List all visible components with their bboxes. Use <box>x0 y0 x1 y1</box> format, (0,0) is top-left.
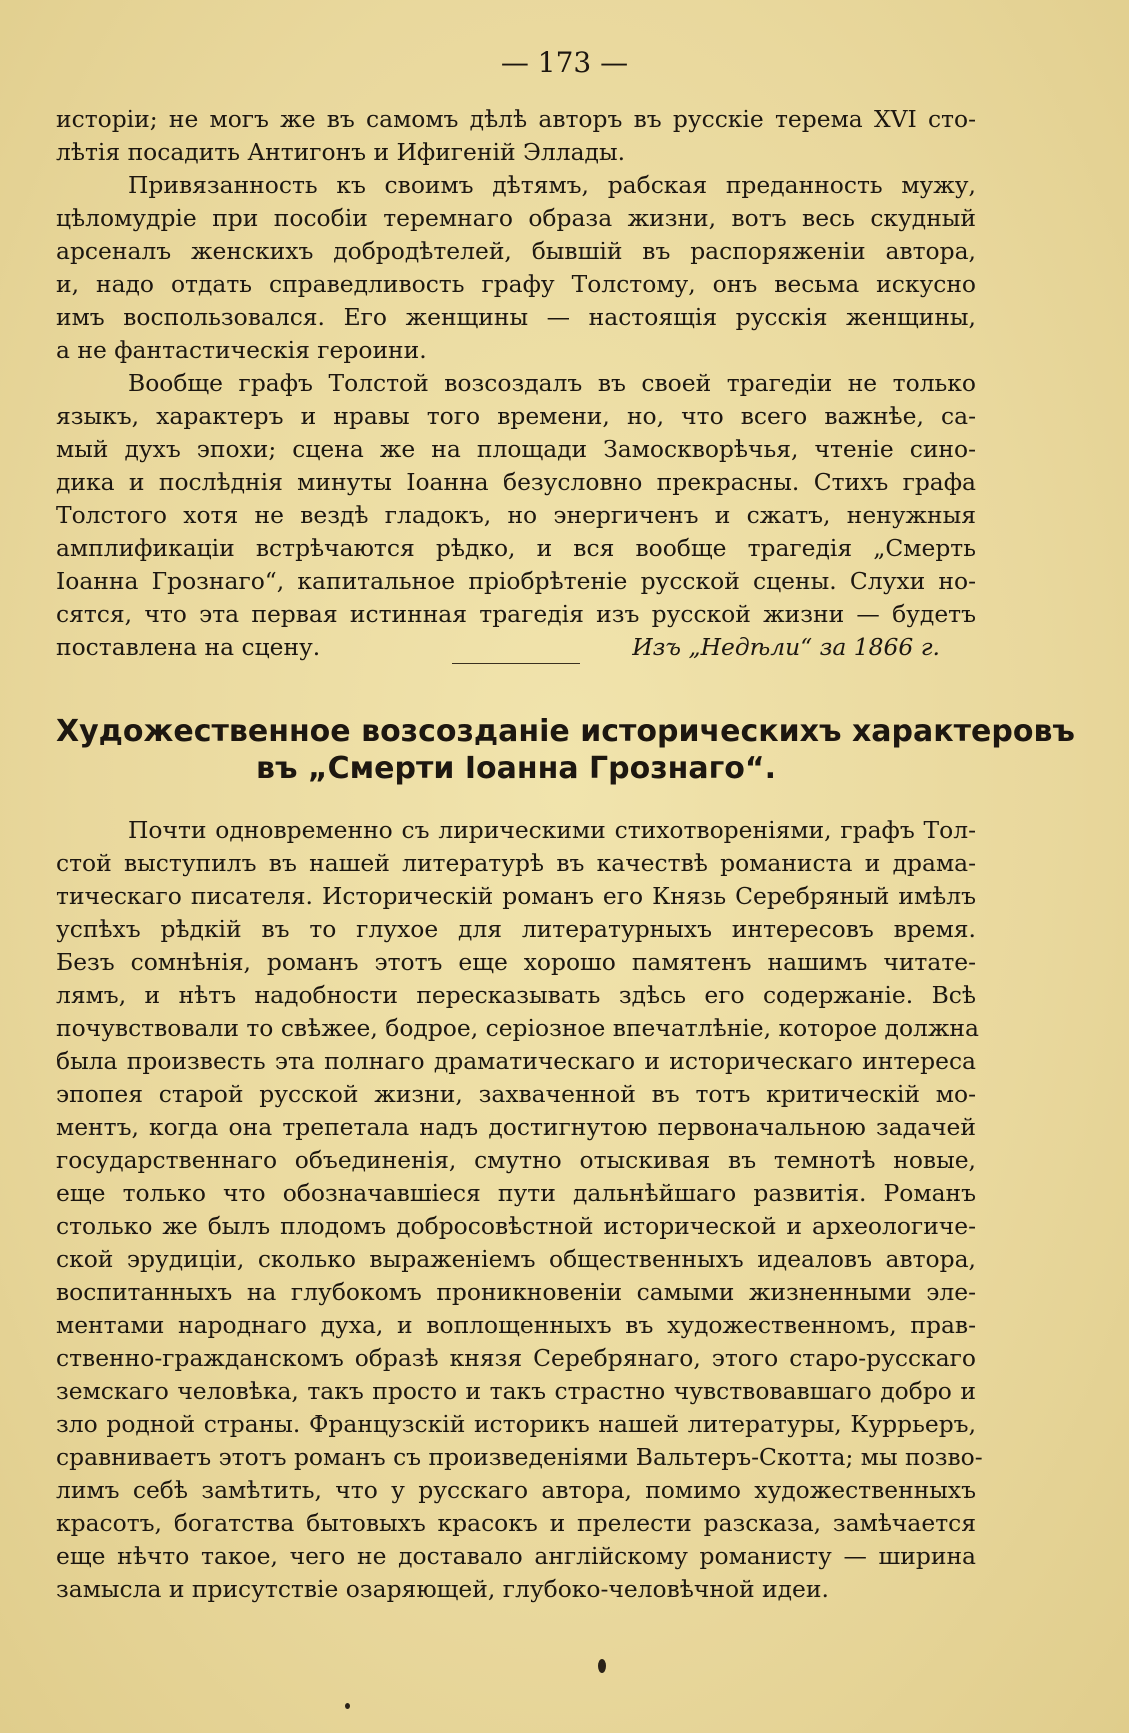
heading-line: въ „Смерти Іоанна Грознаго“. <box>255 751 777 786</box>
text-line: земскаго человѣка, такъ просто и такъ страстно чувствовавшаго добро и <box>56 1377 976 1405</box>
text-line: амплификаціи встрѣчаются рѣдко, и вся вообще трагедія „Смерть <box>56 534 976 562</box>
text-line: а не фантастическія героини. <box>56 336 427 364</box>
text-line: лимъ себѣ замѣтить, что у русскаго автора, помимо художественныхъ <box>56 1476 976 1504</box>
text-line: эпопея старой русской жизни, захваченной въ тотъ критическій мо- <box>56 1080 976 1108</box>
text-line: государственнаго объединенія, смутно отыскивая въ темнотѣ новые, <box>56 1146 976 1174</box>
text-line: лямъ, и нѣтъ надобности пересказывать здѣсь его содержаніе. Всѣ <box>56 981 976 1009</box>
text-line: успѣхъ рѣдкій въ то глухое для литературныхъ интересовъ время. <box>56 915 976 943</box>
text-line: ской эрудиціи, сколько выраженіемъ общественныхъ идеаловъ автора, <box>56 1245 976 1273</box>
text-line: Іоанна Грознаго“, капитальное пріобрѣтеніе русской сцены. Слухи но- <box>56 567 976 595</box>
text-line: замысла и присутствіе озаряющей, глубоко-человѣчной идеи. <box>56 1575 829 1603</box>
text-line: была произвесть эта полнаго драматическаго и историческаго интереса <box>56 1047 976 1075</box>
text-line: ментъ, когда она трепетала надъ достигнутою первоначальною задачей <box>56 1113 976 1141</box>
text-line: ственно-гражданскомъ образѣ князя Серебрянаго, этого старо-русскаго <box>56 1344 976 1372</box>
text-line: столько же былъ плодомъ добросовѣстной исторической и археологиче- <box>56 1212 976 1240</box>
text-line: почувствовали то свѣжее, бодрое, серіозное впечатлѣніе, которое должна <box>56 1014 979 1042</box>
text-line: исторіи; не могъ же въ самомъ дѣлѣ авторъ въ русскіе терема XVI сто- <box>56 105 976 133</box>
closing-line <box>56 631 976 664</box>
text-line: зло родной страны. Французскій историкъ нашей литературы, Куррьеръ, <box>56 1410 976 1438</box>
text-line: цѣломудріе при пособіи теремнаго образа жизни, вотъ весь скудный <box>56 204 976 232</box>
text-line: красотъ, богатства бытовыхъ красокъ и прелести разсказа, замѣчается <box>56 1509 976 1537</box>
text-line: мый духъ эпохи; сцена же на площади Замоскворѣчья, чтеніе сино- <box>56 435 976 463</box>
text-line: Толстого хотя не вездѣ гладокъ, но энергиченъ и сжатъ, ненужныя <box>56 501 976 529</box>
ink-spot <box>345 1703 350 1709</box>
text-line: Безъ сомнѣнія, романъ этотъ еще хорошо памятенъ нашимъ читате- <box>56 948 976 976</box>
text-line: арсеналъ женскихъ добродѣтелей, бывшій въ распоряженіи автора, <box>56 237 976 265</box>
text-line: языкъ, характеръ и нравы того времени, но, что всего важнѣе, са- <box>56 402 976 430</box>
ink-spot <box>598 1659 606 1673</box>
text-line: стой выступилъ въ нашей литературѣ въ качествѣ романиста и драма- <box>56 849 976 877</box>
text-line: Почти одновременно съ лирическими стихотвореніями, графъ Тол- <box>128 816 976 844</box>
section-divider <box>452 663 580 664</box>
text-line: дика и послѣднія минуты Іоанна безусловно прекрасны. Стихъ графа <box>56 468 976 496</box>
review-excerpt <box>56 103 976 664</box>
section-heading <box>56 713 1075 787</box>
text-line: лѣтія посадить Антигонъ и Ифигеній Эллады. <box>56 138 626 166</box>
text-line: еще нѣчто такое, чего не доставало англійскому романисту — ширина <box>56 1542 976 1570</box>
text-line: поставлена на сцену. <box>56 633 321 661</box>
text-line: сятся, что эта первая истинная трагедія изъ русской жизни — будетъ <box>56 600 976 628</box>
text-line: и, надо отдать справедливость графу Толстому, онъ весьма искусно <box>56 270 976 298</box>
text-line: имъ воспользовался. Его женщины — настоящія русскія женщины, <box>56 303 976 331</box>
article-body <box>56 814 983 1606</box>
text-line: Привязанность къ своимъ дѣтямъ, рабская преданность мужу, <box>128 171 976 199</box>
page-number: — 173 — <box>500 46 629 79</box>
text-line: ментами народнаго духа, и воплощенныхъ въ художественномъ, прав- <box>56 1311 976 1339</box>
text-line: воспитанныхъ на глубокомъ проникновеніи самыми жизненными эле- <box>56 1278 976 1306</box>
text-line: тическаго писателя. Историческій романъ его Князь Серебряный имѣлъ <box>56 882 976 910</box>
heading-line: Художественное возсозданіе историческихъ характеровъ <box>56 714 1075 749</box>
text-line: Вообще графъ Толстой возсоздалъ въ своей трагедіи не только <box>128 369 976 397</box>
text-line: сравниваетъ этотъ романъ съ произведеніями Вальтеръ-Скотта; мы позво- <box>56 1443 983 1471</box>
text-line: еще только что обозначавшіеся пути дальнѣйшаго развитія. Романъ <box>56 1179 976 1207</box>
source-signature: Изъ „Недѣли“ за 1866 г. <box>632 633 940 661</box>
